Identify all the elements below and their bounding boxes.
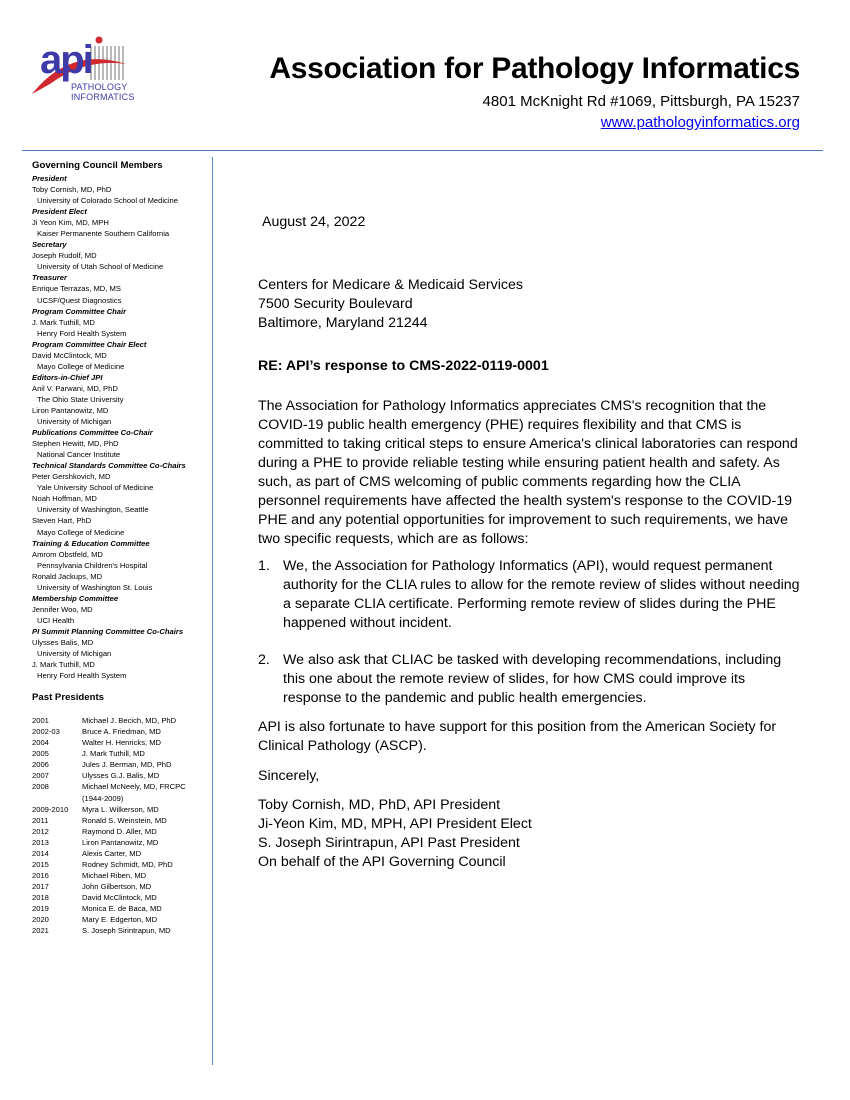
past-president-name: J. Mark Tuthill, MD (82, 749, 145, 759)
request-text: We, the Association for Pathology Informatics (API), would request permanent authority for the CLIA rules to allow for the remote review of slides without needing a separate CLIA certificate. Performing remote review of slides during the PHE happened without incident. (283, 558, 800, 631)
request-text: We also ask that CLIAC be tasked with developing recommendations, including this one about the remote review of slides, for how CMS could improve its response to the pandemic and public health emergencies. (283, 652, 782, 706)
member-name: Stephen Hewitt, MD, PhD (32, 439, 119, 449)
recipient-address: Centers for Medicare & Medicaid Services 7500 Security Boulevard Baltimore, Maryland 21244 (258, 277, 523, 331)
member-name: J. Mark Tuthill, MD (32, 317, 95, 327)
past-president-row (32, 925, 207, 936)
past-president-name: Michael McNeely, MD, FRCPC (82, 782, 186, 792)
past-president-name: John Gilbertson, MD (82, 881, 152, 891)
logo-subtext: PATHOLOGY INFORMATICS (71, 82, 135, 102)
member-affiliation: Henry Ford Health System (37, 328, 127, 338)
member-name: Liron Pantanowitz, MD (32, 405, 109, 415)
council-role: Treasurer (32, 273, 67, 283)
past-president-row (32, 870, 207, 881)
past-president-year (32, 793, 82, 804)
past-president-year: 2004 (32, 738, 49, 748)
past-president-row (32, 892, 207, 903)
past-president-name: Bruce A. Friedman, MD (82, 727, 161, 737)
council-role: Program Committee Chair (32, 306, 127, 316)
past-president-name: Mary E. Edgerton, MD (82, 915, 158, 925)
request-item (258, 651, 803, 708)
past-president-year: 2009-2010 (32, 804, 69, 814)
council-role: Technical Standards Committee Co-Chairs (32, 461, 186, 471)
past-president-row (32, 759, 207, 770)
past-president-year: 2011 (32, 815, 49, 825)
member-name: Ronald Jackups, MD (32, 571, 103, 581)
past-president-name: Rodney Schmidt, MD, PhD (82, 859, 173, 869)
past-president-name: Michael Riben, MD (82, 870, 147, 880)
past-president-name: Myra L. Wilkerson, MD (82, 804, 159, 814)
past-president-row (32, 726, 207, 737)
signature-line: On behalf of the API Governing Council (258, 854, 506, 870)
member-affiliation: UCSF/Quest Diagnostics (37, 295, 122, 305)
past-president-year: 2002-03 (32, 727, 60, 737)
past-president-year: 2007 (32, 771, 49, 781)
past-president-row (32, 826, 207, 837)
letter-date: August 24, 2022 (262, 214, 366, 230)
organization-name: Association for Pathology Informatics (269, 52, 800, 85)
past-president-row (32, 815, 207, 826)
past-president-name: Liron Pantanowitz, MD (82, 837, 159, 847)
signature-line: Ji-Yeon Kim, MD, MPH, API President Elect (258, 816, 532, 832)
council-role: Training & Education Committee (32, 538, 150, 548)
member-name: Ulysses Balis, MD (32, 637, 94, 647)
past-president-name: Ulysses G.J. Balis, MD (82, 771, 160, 781)
header-divider (22, 150, 823, 151)
member-name: Anil V. Parwani, MD, PhD (32, 383, 118, 393)
request-item (258, 557, 803, 633)
past-president-row (32, 737, 207, 748)
past-president-row (32, 859, 207, 870)
closing: Sincerely, (258, 768, 320, 784)
member-name: Noah Hoffman, MD (32, 494, 97, 504)
member-affiliation: University of Washington St. Louis (37, 582, 153, 592)
member-name: Peter Gershkovich, MD (32, 472, 111, 482)
past-president-name: Ronald S. Weinstein, MD (82, 815, 167, 825)
request-number: 2. (258, 652, 270, 668)
past-president-row (32, 848, 207, 859)
governing-council-sidebar (32, 160, 207, 936)
member-affiliation: University of Michigan (37, 649, 112, 659)
member-affiliation: University of Michigan (37, 417, 112, 427)
sidebar-divider (212, 157, 213, 1065)
council-role: President Elect (32, 207, 87, 217)
request-number: 1. (258, 558, 270, 574)
past-president-year: 2001 (32, 716, 49, 726)
member-affiliation: University of Washington, Seattle (37, 505, 149, 515)
past-president-year: 2012 (32, 826, 49, 836)
council-role: Membership Committee (32, 593, 119, 603)
organization-address: 4801 McKnight Rd #1069, Pittsburgh, PA 15237 (482, 93, 800, 110)
intro-paragraph: The Association for Pathology Informatics appreciates CMS's recognition that the COVID-19 public health emergency (PHE) requires flexibility and that CMS is committed to taking critical steps to ensure America's clinical laboratories can respond during a PHE to provide reliable testing while ensuring patient health and safety. As such, as part of CMS welcoming of public comments regarding how the CLIA personnel requirements have affected the health system's response to the COVID-19 PHE and any potential opportunities for improvement to such requirements, we have two specific requests, which are as follows: (258, 398, 798, 547)
logo-wordmark: api (40, 38, 92, 82)
member-affiliation: The Ohio State University (37, 394, 124, 404)
past-president-name: David McClintock, MD (82, 892, 157, 902)
support-paragraph: API is also fortunate to have support for this position from the American Society for Clinical Pathology (ASCP). (258, 719, 777, 754)
past-president-year: 2014 (32, 848, 49, 858)
member-affiliation: Henry Ford Health System (37, 671, 127, 681)
member-name: Enrique Terrazas, MD, MS (32, 284, 121, 294)
sidebar-title: Governing Council Members (32, 160, 163, 171)
past-president-year: 2020 (32, 915, 49, 925)
member-name: Amrom Obstfeld, MD (32, 549, 103, 559)
past-president-row (32, 804, 207, 815)
past-president-year: 2017 (32, 881, 49, 891)
member-affiliation: National Cancer Institute (37, 450, 121, 460)
council-role: Publications Committee Co-Chair (32, 428, 153, 438)
council-role: PI Summit Planning Committee Co-Chairs (32, 626, 184, 636)
member-name: J. Mark Tuthill, MD (32, 660, 95, 670)
council-role: Editors-in-Chief JPI (32, 372, 103, 382)
past-president-row (32, 793, 207, 804)
member-affiliation: University of Colorado School of Medicine (37, 196, 178, 206)
member-affiliation: Mayo College of Medicine (37, 527, 125, 537)
past-president-year: 2019 (32, 904, 49, 913)
member-name: Toby Cornish, MD, PhD (32, 185, 112, 195)
past-president-row (32, 903, 207, 914)
past-president-year: 2008 (32, 782, 49, 792)
member-name: Joseph Rudolf, MD (32, 251, 97, 261)
past-president-row (32, 715, 207, 726)
council-role: President (32, 174, 67, 183)
subject-line: RE: API’s response to CMS-2022-0119-0001 (258, 358, 549, 374)
past-president-name: (1944-2009) (82, 793, 124, 803)
past-president-row (32, 770, 207, 781)
past-president-year: 2006 (32, 760, 49, 770)
member-name: Ji Yeon Kim, MD, MPH (32, 218, 109, 228)
signature-line: Toby Cornish, MD, PhD, API President (258, 797, 501, 813)
past-president-name: Alexis Carter, MD (82, 848, 142, 858)
past-president-year: 2018 (32, 892, 49, 902)
council-role: Program Committee Chair Elect (32, 339, 147, 349)
member-name: Steven Hart, PhD (32, 516, 92, 526)
member-affiliation: Yale University School of Medicine (37, 483, 154, 493)
council-role: Secretary (32, 240, 67, 250)
member-affiliation: UCI Health (37, 615, 75, 625)
past-president-year: 2015 (32, 859, 49, 869)
member-affiliation: Mayo College of Medicine (37, 361, 125, 371)
past-president-year: 2016 (32, 870, 49, 880)
signature-block (258, 796, 803, 872)
website-link[interactable]: www.pathologyinformatics.org (600, 114, 800, 131)
past-presidents-title: Past Presidents (32, 692, 104, 704)
past-president-name: Walter H. Henricks, MD (82, 738, 162, 748)
member-name: David McClintock, MD (32, 350, 107, 360)
past-presidents-list (32, 715, 207, 936)
past-president-year: 2005 (32, 749, 49, 759)
past-president-name: Jules J. Berman, MD, PhD (82, 760, 172, 770)
member-affiliation: Pennsylvania Children's Hospital (37, 560, 148, 570)
past-president-row (32, 914, 207, 925)
member-affiliation: University of Utah School of Medicine (37, 262, 164, 272)
past-president-row (32, 837, 207, 848)
past-president-name: S. Joseph Sirintrapun, MD (82, 926, 171, 936)
past-president-year: 2013 (32, 837, 49, 847)
past-president-name: Michael J. Becich, MD, PhD (82, 716, 177, 726)
signature-line: S. Joseph Sirintrapun, API Past President (258, 835, 520, 851)
past-president-row (32, 781, 207, 792)
member-name: Jennifer Woo, MD (32, 604, 93, 614)
past-president-name: Monica E. de Baca, MD (82, 904, 162, 913)
members-list (32, 173, 207, 681)
past-president-row (32, 748, 207, 759)
member-affiliation: Kaiser Permanente Southern California (37, 229, 170, 239)
past-president-name: Raymond D. Aller, MD (82, 826, 157, 836)
past-president-year: 2021 (32, 926, 49, 936)
past-president-row (32, 881, 207, 892)
